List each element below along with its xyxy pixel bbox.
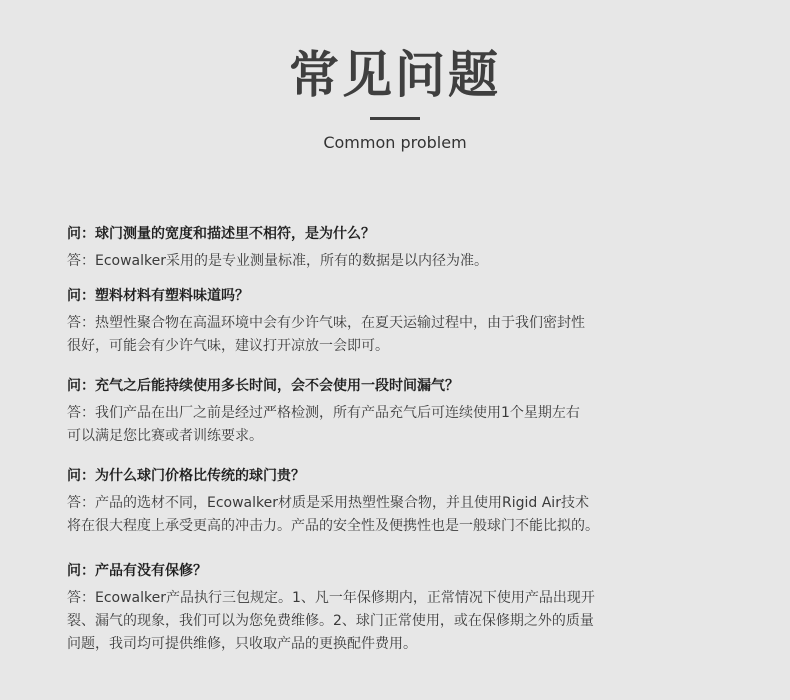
faq-answer: 答：热塑性聚合物在高温环境中会有少许气味，在夏天运输过程中，由于我们密封性 很好，可能会有少许气味，建议打开凉放一会即可。 <box>67 315 585 354</box>
faq-item <box>67 376 717 448</box>
faq-question: 问：塑料材料有塑料味道吗？ <box>67 288 249 304</box>
faq-answer: 答：Ecowalker产品执行三包规定。1、凡一年保修期内，正常情况下使用产品出现开 裂、漏气的现象，我们可以为您免费维修。2、球门正常使用，或在保修期之外的质量 问题，我司均可提供维修，只收取产品的更换配件费用。 <box>67 590 595 652</box>
faq-item <box>67 466 717 538</box>
faq-question: 问：充气之后能持续使用多长时间，会不会使用一段时间漏气？ <box>67 378 459 394</box>
title-divider <box>370 117 420 120</box>
faq-answer: 答：我们产品在出厂之前是经过严格检测，所有产品充气后可连续使用1个星期左右 可以满足您比赛或者训练要求。 <box>67 405 580 444</box>
faq-item <box>67 224 717 273</box>
faq-question: 问：产品有没有保修？ <box>67 563 207 579</box>
page-title: 常见问题 <box>289 46 501 104</box>
faq-answer: 答：Ecowalker采用的是专业测量标准，所有的数据是以内径为准。 <box>67 253 489 269</box>
faq-question: 问：球门测量的宽度和描述里不相符，是为什么？ <box>67 226 375 242</box>
faq-item <box>67 286 717 358</box>
faq-answer: 答：产品的选材不同，Ecowalker材质是采用热塑性聚合物，并且使用Rigid Air技术 将在很大程度上承受更高的冲击力。产品的安全性及便携性也是一般球门不能比拟的。 <box>67 495 599 534</box>
faq-item <box>67 561 717 656</box>
faq-question: 问：为什么球门价格比传统的球门贵？ <box>67 468 305 484</box>
faq-header <box>0 0 790 170</box>
page-subtitle: Common problem <box>323 133 467 152</box>
